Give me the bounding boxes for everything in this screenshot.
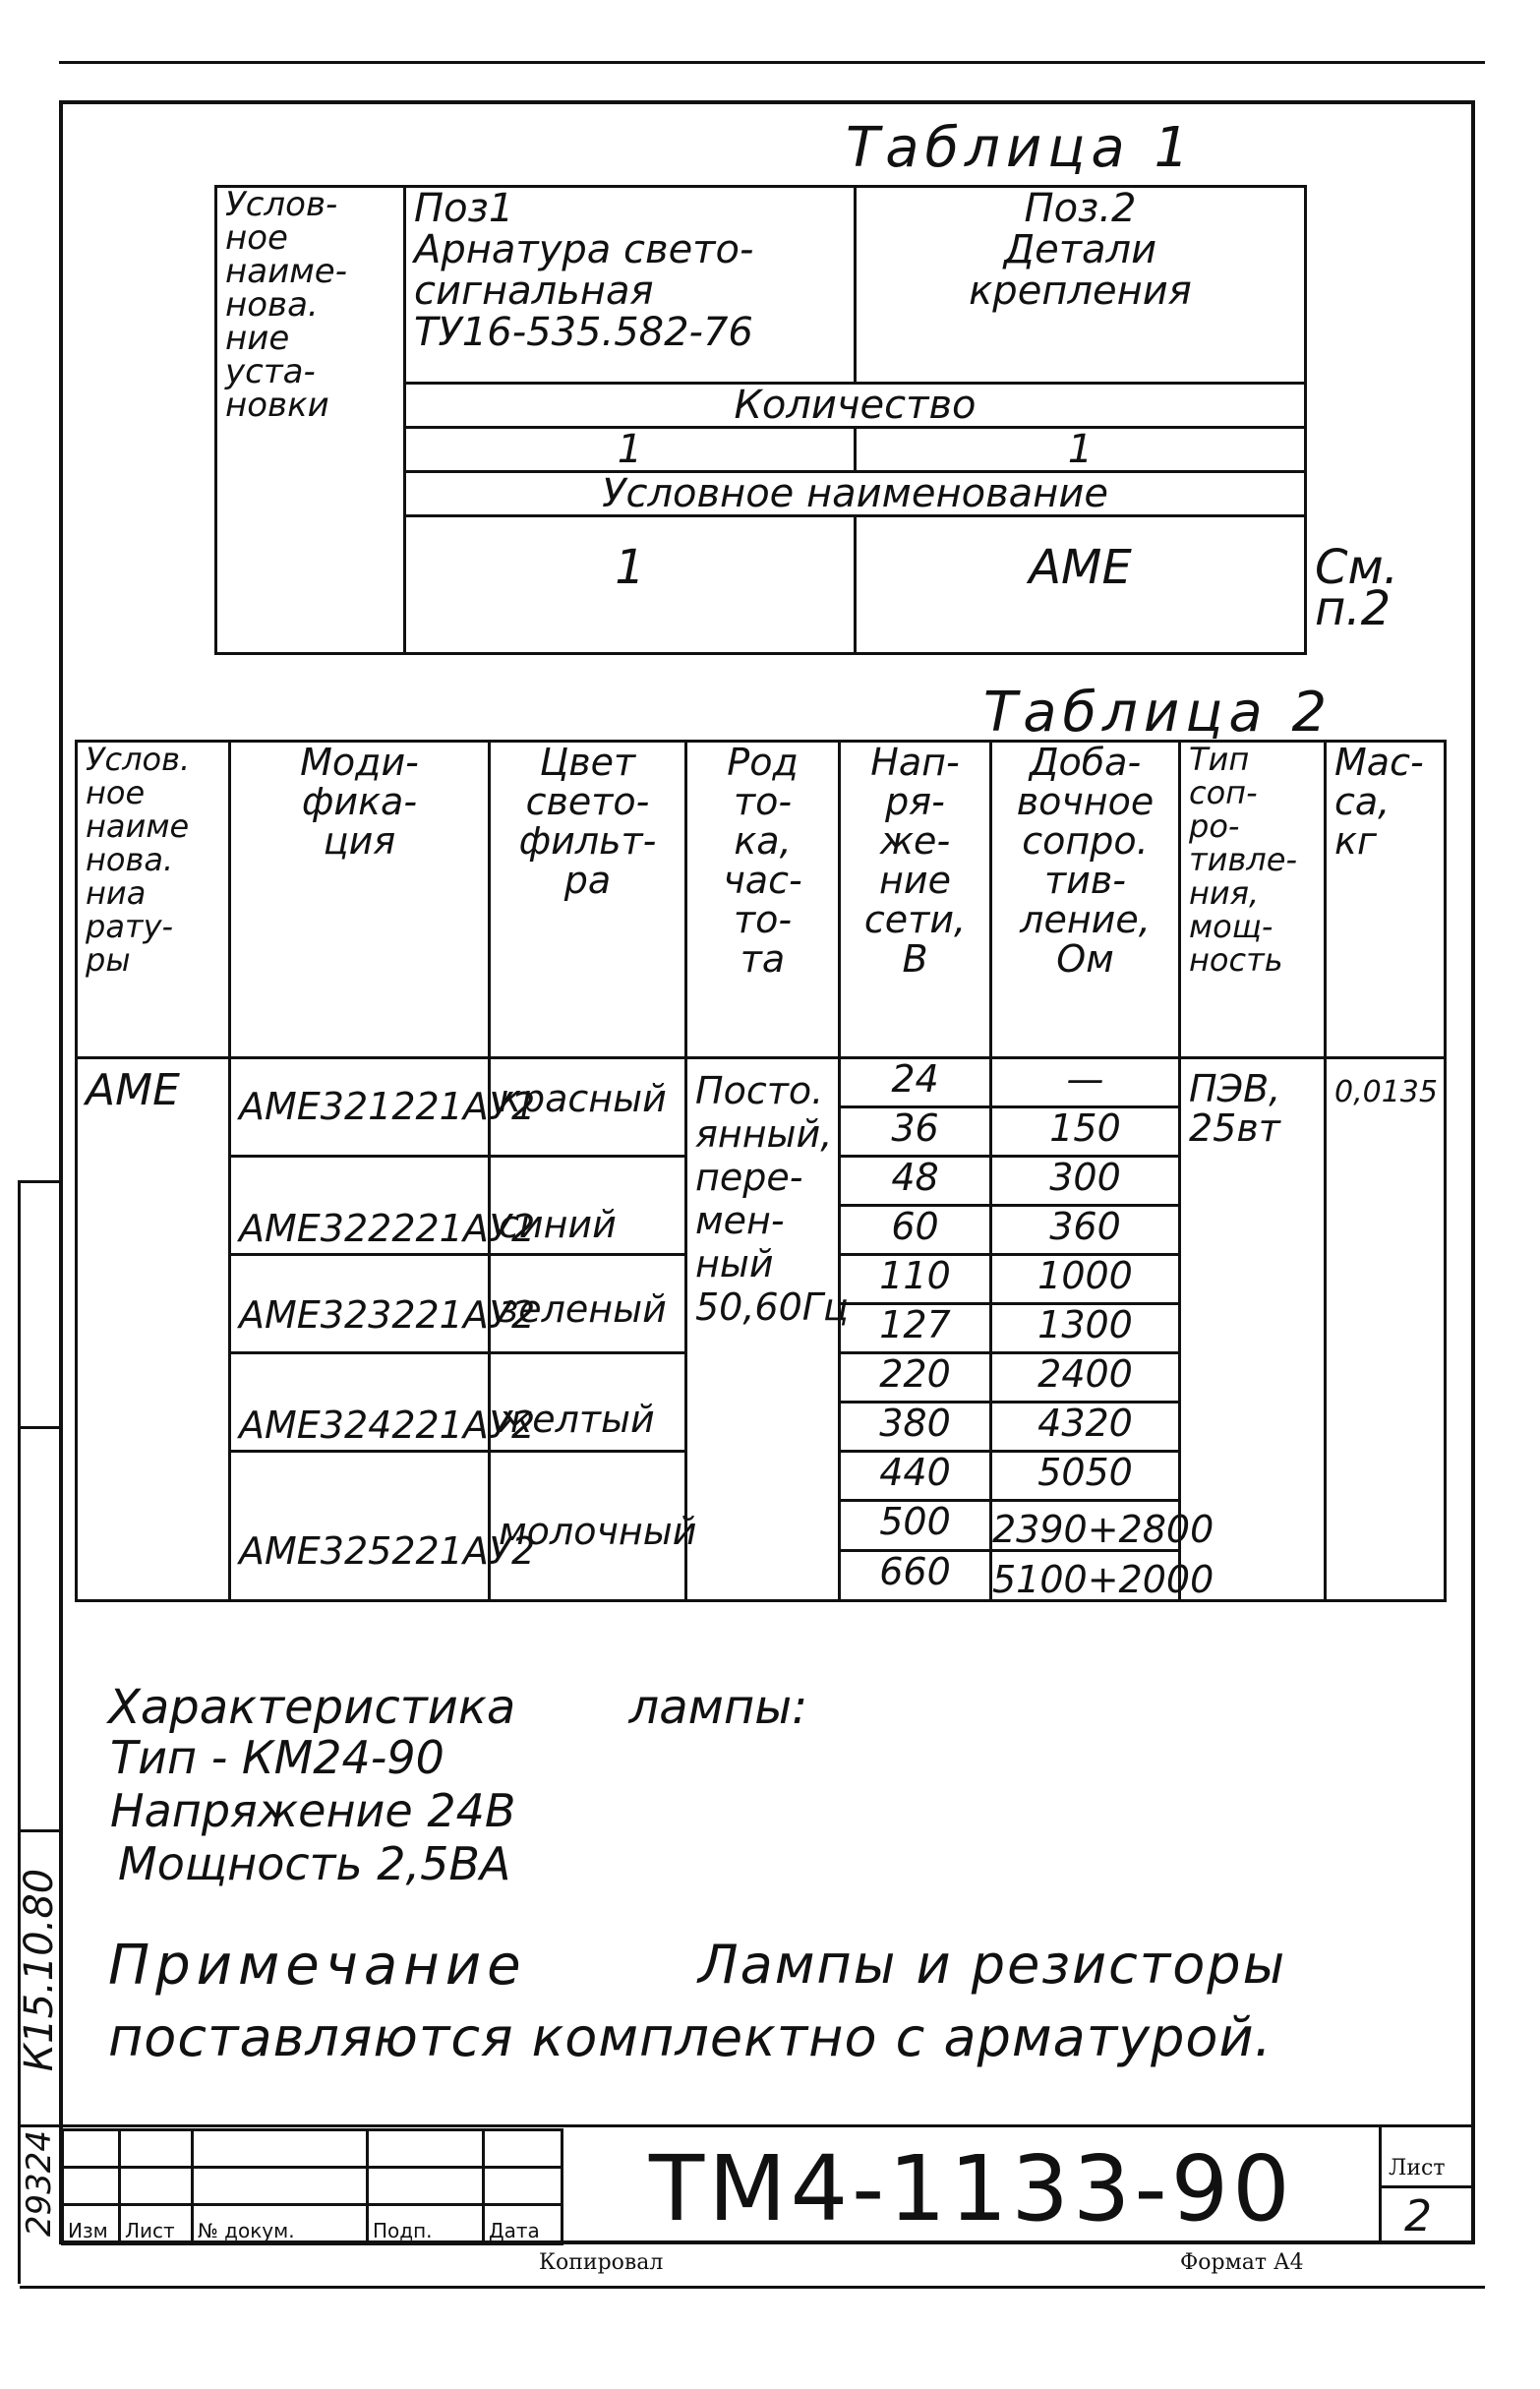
table2-mod-3: АМЕ323221АУ2	[230, 1255, 490, 1353]
table2-resistance-11: 5100+2000	[991, 1551, 1180, 1601]
lamp-voltage: Напряжение 24В	[110, 1784, 516, 1837]
table2-caption: Таблица 2	[983, 681, 1333, 745]
table2-header-mass: Мас- са, кг	[1326, 742, 1446, 1058]
table2-resistance-7: 2400	[991, 1353, 1180, 1403]
note-line1: Лампы и резисторы	[698, 1934, 1287, 1996]
stamp-col-sheet: Лист	[120, 2205, 193, 2244]
lamp-power: Мощность 2,5ВА	[118, 1837, 511, 1890]
table1-caption: Таблица 1	[846, 116, 1196, 180]
table1-name-label: Условное наименование	[405, 472, 1306, 516]
table2-color-4: желтый	[490, 1353, 686, 1452]
lamp-title: Характеристика лампы:	[108, 1680, 808, 1735]
table1-qty2: 1	[856, 428, 1306, 472]
table1-row-id: 1	[405, 516, 856, 654]
table2-voltage-9: 440	[840, 1452, 991, 1501]
table2-header-voltage: Нап- ря- же- ние сети, В	[840, 742, 991, 1058]
table2-header-color: Цвет свето- фильт- ра	[490, 742, 686, 1058]
table1-header-install: Услов- ное наиме- нова. ние уста- новки	[216, 187, 405, 654]
table2-voltage-5: 110	[840, 1255, 991, 1304]
margin-tick-1	[18, 1180, 61, 1183]
table2-voltage-2: 36	[840, 1107, 991, 1157]
sheet-label: Лист	[1389, 2156, 1446, 2180]
margin-tick-3	[18, 1829, 61, 1832]
table2-armature: АМЕ	[77, 1058, 230, 1601]
margin-tick-2	[18, 1426, 61, 1429]
margin-inv: 29324	[20, 2129, 59, 2238]
sheet-number: 2	[1404, 2191, 1432, 2241]
table2-mod-2: АМЕ322221АУ2	[230, 1157, 490, 1255]
table2-voltage-11: 660	[840, 1551, 991, 1601]
table2-header-current: Род то- ка, час- то- та	[686, 742, 840, 1058]
lamp-type: Тип - КМ24-90	[110, 1731, 444, 1784]
table2-resistance-6: 1300	[991, 1304, 1180, 1353]
table1: Услов- ное наиме- нова. ние уста- новки Поз1 Арнатура свето- сигнальная ТУ16-535.582-76 Поз.2 Детали крепления Количество 1 1 Условное наименование 1 АМЕ См. п.2	[214, 185, 1307, 655]
table1-qty1: 1	[405, 428, 856, 472]
table2-resistance-1: —	[991, 1058, 1180, 1107]
table1-quantity-label: Количество	[405, 384, 1306, 428]
sheet-box-left	[1379, 2124, 1382, 2244]
table1-pos2: Поз.2 Детали крепления	[856, 187, 1306, 384]
stamp-col-sign: Подп.	[368, 2205, 484, 2244]
table2-voltage-3: 48	[840, 1157, 991, 1206]
table1-row-name1: АМЕ	[856, 516, 1306, 654]
table2-resistance-9: 5050	[991, 1452, 1180, 1501]
note-label: Примечание	[108, 1934, 527, 1998]
table2-voltage-8: 380	[840, 1403, 991, 1452]
table2-header-modification: Моди- фика- ция	[230, 742, 490, 1058]
margin-code: К15.10.80	[17, 1868, 62, 2072]
table2-resistor-type: ПЭВ, 25вт	[1180, 1058, 1326, 1601]
bottom-rule	[20, 2286, 1485, 2289]
top-rule	[59, 61, 1485, 64]
table1-pos1: Поз1 Арнатура свето- сигнальная ТУ16-535.582-76	[405, 187, 856, 384]
table2-mass: 0,0135	[1326, 1058, 1446, 1601]
table2-resistance-2: 150	[991, 1107, 1180, 1157]
table2-voltage-1: 24	[840, 1058, 991, 1107]
doc-number: ТМ4-1133-90	[649, 2136, 1294, 2241]
table2-resistance-3: 300	[991, 1157, 1180, 1206]
table2-header-armature: Услов. ное наиме нова. ниа рату- ры	[77, 742, 230, 1058]
stamp-top-line	[59, 2124, 1475, 2127]
copied-label: Копировал	[539, 2250, 664, 2275]
stamp-col-change: Изм	[63, 2205, 120, 2244]
table2-color-3: зеленый	[490, 1255, 686, 1353]
table2-header-resistance: Доба- вочное сопро. тив- ление, Ом	[991, 742, 1180, 1058]
table2-color-1: красный	[490, 1058, 686, 1157]
table2-mod-1: АМЕ321221АУ2	[230, 1058, 490, 1157]
table2-mod-4: АМЕ324221АУ2	[230, 1353, 490, 1452]
table2-voltage-7: 220	[840, 1353, 991, 1403]
note-line2: поставляются комплектно с арматурой.	[108, 2006, 1273, 2068]
stamp-col-docnum: № докум.	[193, 2205, 368, 2244]
stamp-grid	[61, 2128, 563, 2245]
sheet-box-mid	[1379, 2185, 1475, 2188]
table2-voltage-10: 500	[840, 1501, 991, 1551]
table2-voltage-6: 127	[840, 1304, 991, 1353]
table2-resistance-5: 1000	[991, 1255, 1180, 1304]
table2-color-2: синий	[490, 1157, 686, 1255]
table2-header-resistor-type: Тип соп- ро- тивле- ния, мощ- ность	[1180, 742, 1326, 1058]
table2-color-5: молочный	[490, 1452, 686, 1601]
stamp-col-date: Дата	[484, 2205, 563, 2244]
table2-resistance-8: 4320	[991, 1403, 1180, 1452]
table2-mod-5: АМЕ325221АУ2	[230, 1452, 490, 1601]
table2-voltage-4: 60	[840, 1206, 991, 1255]
table2-current: Посто. янный, пере- мен- ный 50,60Гц	[686, 1058, 840, 1601]
table2-resistance-10: 2390+2800	[991, 1501, 1180, 1551]
table2-resistance-4: 360	[991, 1206, 1180, 1255]
table2	[75, 740, 1447, 1602]
format-label: Формат А4	[1180, 2250, 1304, 2275]
